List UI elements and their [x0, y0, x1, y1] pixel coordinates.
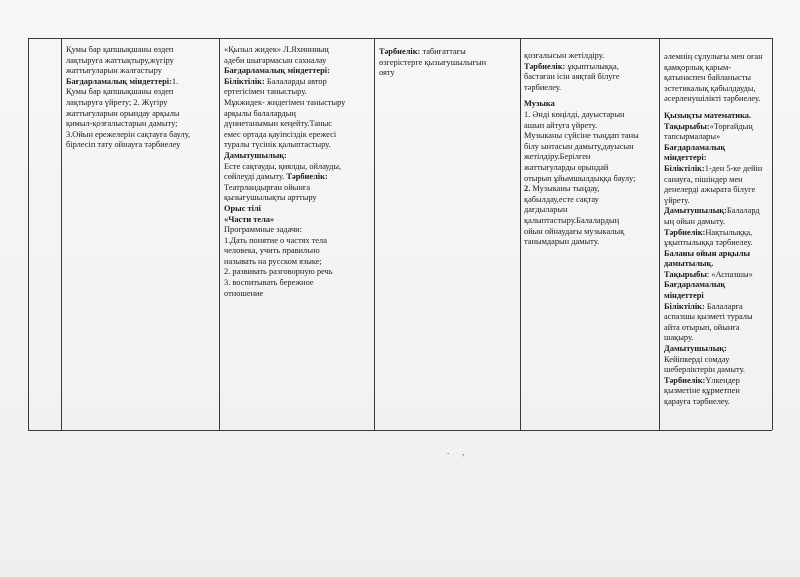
- text-line: [664, 52, 771, 63]
- text-line: [664, 206, 771, 217]
- text-line: [664, 302, 771, 313]
- text-line: [66, 98, 217, 109]
- table-border-line: [772, 38, 773, 430]
- text-line: [224, 98, 372, 109]
- bold-text: Баланы ойын арқылы: [664, 248, 751, 258]
- bold-text: Бағдарламалық: [664, 142, 726, 152]
- text-line: [524, 51, 657, 62]
- text-line: [524, 205, 657, 216]
- text-line: [224, 109, 372, 120]
- text-run: ашып айтуға үйрету.: [524, 120, 598, 130]
- text-line: [224, 172, 372, 183]
- text-line: [664, 84, 771, 95]
- text-line: [524, 216, 657, 227]
- text-run: аспазшы қызметі туралы: [664, 312, 753, 322]
- text-line: [664, 312, 771, 323]
- text-line: [664, 73, 771, 84]
- text-line: [664, 270, 771, 281]
- text-line: [664, 386, 771, 397]
- bold-text: 2.: [524, 184, 533, 194]
- bold-text: Бағдарламалық міндеттері:: [66, 76, 172, 86]
- text-run: тапсырмалары»: [664, 132, 721, 142]
- text-line: [224, 77, 372, 88]
- text-line: [224, 225, 372, 236]
- text-run: Нақтылыққа,: [705, 227, 753, 237]
- bold-text: Орыс тілі: [224, 203, 261, 213]
- text-line: [224, 45, 372, 56]
- text-line: [664, 196, 771, 207]
- text-line: [379, 47, 518, 58]
- column-music: [524, 51, 657, 248]
- text-line: [379, 58, 518, 69]
- text-line: [664, 132, 771, 143]
- text-run: Театрландырған ойынға: [224, 182, 311, 192]
- bold-text: міндеттері: [664, 291, 704, 301]
- text-run: ертегісімен таныстыру.: [224, 87, 307, 97]
- text-line: [224, 289, 372, 300]
- table-border-line: [374, 38, 375, 430]
- text-run: тәрбиелеу.: [524, 82, 562, 92]
- text-run: Музыканы тыңдау,: [532, 184, 600, 194]
- text-line: [524, 131, 657, 142]
- text-run: емес ортада қауіпсіздік ережесі: [224, 129, 337, 139]
- text-line: [664, 365, 771, 376]
- text-line: [524, 142, 657, 153]
- text-line: [66, 109, 217, 120]
- text-line: [664, 94, 771, 105]
- bold-text: Тәрбиелік:: [524, 61, 568, 71]
- text-run: Мұкжидек- жидегімен таныстыру: [224, 97, 346, 107]
- text-run: шеберліктерін дамыту.: [664, 365, 745, 375]
- text-run: 1.: [171, 76, 179, 86]
- text-line: [664, 228, 771, 239]
- text-line: [224, 162, 372, 173]
- bold-text: Тәрбиелік:: [664, 375, 706, 385]
- text-run: туралы түсінік қалыптастыру.: [224, 140, 331, 150]
- text-line: [524, 110, 657, 121]
- text-line: [524, 237, 657, 248]
- text-line: [664, 111, 771, 122]
- text-run: эстетикалық қабылдауды,: [664, 83, 756, 93]
- text-line: [224, 236, 372, 247]
- bold-text: Біліктілік:: [664, 163, 705, 173]
- text-line: [664, 249, 771, 260]
- text-line: [664, 122, 771, 133]
- text-run: Программные задачи:: [224, 225, 302, 235]
- text-run: дағдыларын: [524, 205, 568, 215]
- text-run: Музыканы сүйсіне тыңдап таны: [524, 131, 639, 141]
- table-border-line: [219, 38, 220, 430]
- text-run: 3. воспитывать бережное: [224, 278, 314, 288]
- text-line: [224, 204, 372, 215]
- text-line: [224, 130, 372, 141]
- text-run: үйрету.: [664, 195, 690, 205]
- text-line: [664, 344, 771, 355]
- text-run: сөйлеуді дамыту.: [224, 172, 287, 182]
- text-run: ұқыптылыққа,: [567, 61, 619, 71]
- text-line: [664, 333, 771, 344]
- text-run: қамқорлық қарым-: [664, 62, 732, 72]
- text-line: [379, 68, 518, 79]
- text-line: [66, 45, 217, 56]
- text-run: денелерді ажырата білуге: [664, 185, 756, 195]
- bold-text: Тәрбиелік:: [664, 227, 706, 237]
- text-run: лақтыруға үйрету; 2. Жүгіру: [66, 97, 168, 107]
- text-line: [664, 175, 771, 186]
- text-run: ың ойын дамыту.: [664, 216, 725, 226]
- column-nature: [379, 47, 518, 79]
- text-line: [664, 63, 771, 74]
- text-line: [224, 246, 372, 257]
- text-line: [66, 77, 217, 88]
- text-run: 1-ден 5-ке дейін: [704, 163, 763, 173]
- text-run: қарауға тәрбиелеу.: [664, 397, 730, 406]
- bold-text: Тәрбиелік:: [286, 172, 328, 182]
- text-run: отырып ұйымшылдыққа баулу;: [524, 173, 636, 183]
- text-run: қабылдау,есте сақтау: [524, 194, 599, 204]
- text-run: жаттығуларын орындау арқылы: [66, 108, 180, 118]
- text-run: Қумы бар қапшықшаны өздеп: [66, 45, 174, 54]
- text-run: «Торғайдың: [709, 121, 753, 131]
- text-line: [664, 185, 771, 196]
- text-run: человека, учить правильно: [224, 246, 320, 256]
- text-line: [224, 140, 372, 151]
- column-literature-russian: [224, 45, 372, 299]
- text-line: [524, 174, 657, 185]
- text-line: [524, 72, 657, 83]
- bold-text: Тәрбиелік:: [379, 47, 423, 56]
- text-line: [224, 151, 372, 162]
- text-line: [66, 66, 217, 77]
- bold-text: Дамытушылық:: [664, 206, 727, 216]
- text-run: шақыру.: [664, 333, 694, 343]
- bold-text: дамытылық.: [664, 259, 714, 269]
- text-run: білу ынтасын дамыту,дауысын: [524, 141, 634, 151]
- bold-text: Дамытушылық:: [224, 150, 287, 160]
- table-border-line: [28, 38, 772, 39]
- text-line: [224, 183, 372, 194]
- text-line: [524, 195, 657, 206]
- text-run: называть на русском языке;: [224, 256, 322, 266]
- text-run: Қумы бар қапшықшаны өздеп: [66, 87, 174, 97]
- text-line: [664, 397, 771, 408]
- text-run: 1.Дать понятие о частях тела: [224, 235, 327, 245]
- text-run: қатынаспен байланысты: [664, 73, 752, 83]
- text-run: табиғаттағы: [422, 47, 466, 56]
- table-border-line: [659, 38, 660, 430]
- text-run: 3.Ойын ережелерін сақтауға баулу,: [66, 129, 191, 139]
- text-run: 2. развивать разговорную речь: [224, 267, 333, 277]
- text-line: [66, 87, 217, 98]
- text-line: [524, 184, 657, 195]
- text-run: арқылы балалардың: [224, 108, 296, 118]
- text-run: танымдарын дамыту.: [524, 237, 600, 247]
- text-line: [224, 215, 372, 226]
- text-run: санауға, пішіндер мен: [664, 174, 743, 184]
- text-line: [664, 291, 771, 302]
- text-line: [664, 238, 771, 249]
- text-line: [664, 153, 771, 164]
- text-line: [524, 99, 657, 110]
- text-line: [524, 83, 657, 94]
- text-run: жаттығуларын жалғастыру: [66, 66, 162, 76]
- text-run: Үлкендер: [705, 375, 740, 385]
- text-run: қимыл-қозғалыстарын дамыту;: [66, 119, 178, 129]
- text-line: [66, 130, 217, 141]
- text-run: қызығушылықты арттыру: [224, 193, 317, 203]
- text-run: жетілдіру.Берілген: [524, 152, 591, 162]
- text-line: [664, 355, 771, 366]
- text-line: [224, 193, 372, 204]
- scan-speck: .: [447, 446, 450, 456]
- text-line: [664, 143, 771, 154]
- column-math-roleplay: [664, 52, 771, 408]
- text-run: өзгерістерге қызығушылығын: [379, 57, 487, 67]
- text-run: : «Аспазшы»: [706, 269, 753, 279]
- text-run: Кейіпкерді сомдау: [664, 354, 730, 364]
- text-line: [224, 56, 372, 67]
- text-run: дүниетанымын кеңейту.Таныс: [224, 119, 332, 129]
- text-line: [66, 140, 217, 151]
- text-run: ояту: [379, 68, 395, 78]
- text-line: [224, 278, 372, 289]
- table-border-line: [61, 38, 62, 430]
- text-line: [224, 257, 372, 268]
- text-line: [524, 62, 657, 73]
- text-line: [524, 227, 657, 238]
- text-run: отношение: [224, 288, 264, 298]
- text-run: ойын ойнаудағы музыкалық: [524, 226, 625, 236]
- text-run: жаттығуларды орындай: [524, 162, 609, 172]
- text-run: ұқыптылыққа тәрбиелеу.: [664, 238, 753, 248]
- bold-text: Біліктілік:: [224, 76, 267, 86]
- text-line: [66, 56, 217, 67]
- text-run: әдеби шығармасын сахналау: [224, 55, 327, 65]
- text-run: бірлесіп тату ойнауға тәрбиелеу: [66, 140, 181, 150]
- table-border-line: [28, 38, 29, 430]
- text-line: [224, 119, 372, 130]
- text-line: [664, 376, 771, 387]
- bold-text: Бағдарламалық міндеттері:: [224, 66, 330, 76]
- bold-text: Біліктілік:: [664, 301, 707, 311]
- bold-text: Тақырыбы: [664, 269, 707, 279]
- text-run: қалыптастыру.Балалардың: [524, 215, 620, 225]
- bold-text: міндеттері:: [664, 153, 707, 163]
- text-run: қозғалысын жетілдіру.: [524, 51, 605, 60]
- text-line: [664, 217, 771, 228]
- text-line: [664, 164, 771, 175]
- text-run: әсерленушілікті тәрбиелеу.: [664, 94, 761, 104]
- text-run: әлемнің сұлулығы мен оған: [664, 52, 763, 61]
- text-run: «Қызыл жидек» Л.Яхиннның: [224, 45, 329, 54]
- text-line: [224, 87, 372, 98]
- text-run: 1. Әнді көңілді, дауыстарын: [524, 109, 625, 119]
- text-line: [524, 163, 657, 174]
- text-run: қызметіне құрметпен: [664, 386, 740, 396]
- text-line: [524, 152, 657, 163]
- text-line: [664, 280, 771, 291]
- text-line: [224, 66, 372, 77]
- bold-text: Тақырыбы:: [664, 121, 710, 131]
- column-physical-education: [66, 45, 217, 151]
- text-run: Балаларды автор: [266, 76, 327, 86]
- text-line: [664, 323, 771, 334]
- text-run: Балаларға: [706, 301, 743, 311]
- text-line: [224, 267, 372, 278]
- text-run: Есте сақтауды, қиялды, ойлауды,: [224, 161, 342, 171]
- bold-text: Дамытушылық:: [664, 344, 727, 354]
- text-run: Балалард: [726, 206, 760, 216]
- scan-speck: ,: [462, 447, 465, 457]
- bold-text: Музыка: [524, 99, 555, 109]
- table-border-line: [520, 38, 521, 430]
- text-run: бастаған ісін аяқтай білуге: [524, 72, 620, 82]
- table-border-line: [28, 430, 772, 431]
- text-run: лақтыруға жаттықтыру,жүгіру: [66, 55, 174, 65]
- bold-text: «Части тела»: [224, 214, 275, 224]
- bold-text: Бағдарламалық: [664, 280, 726, 290]
- text-line: [66, 119, 217, 130]
- text-line: [664, 259, 771, 270]
- text-run: айта отырып, ойынға: [664, 322, 740, 332]
- bold-text: Қызықты математика.: [664, 110, 752, 120]
- text-line: [524, 121, 657, 132]
